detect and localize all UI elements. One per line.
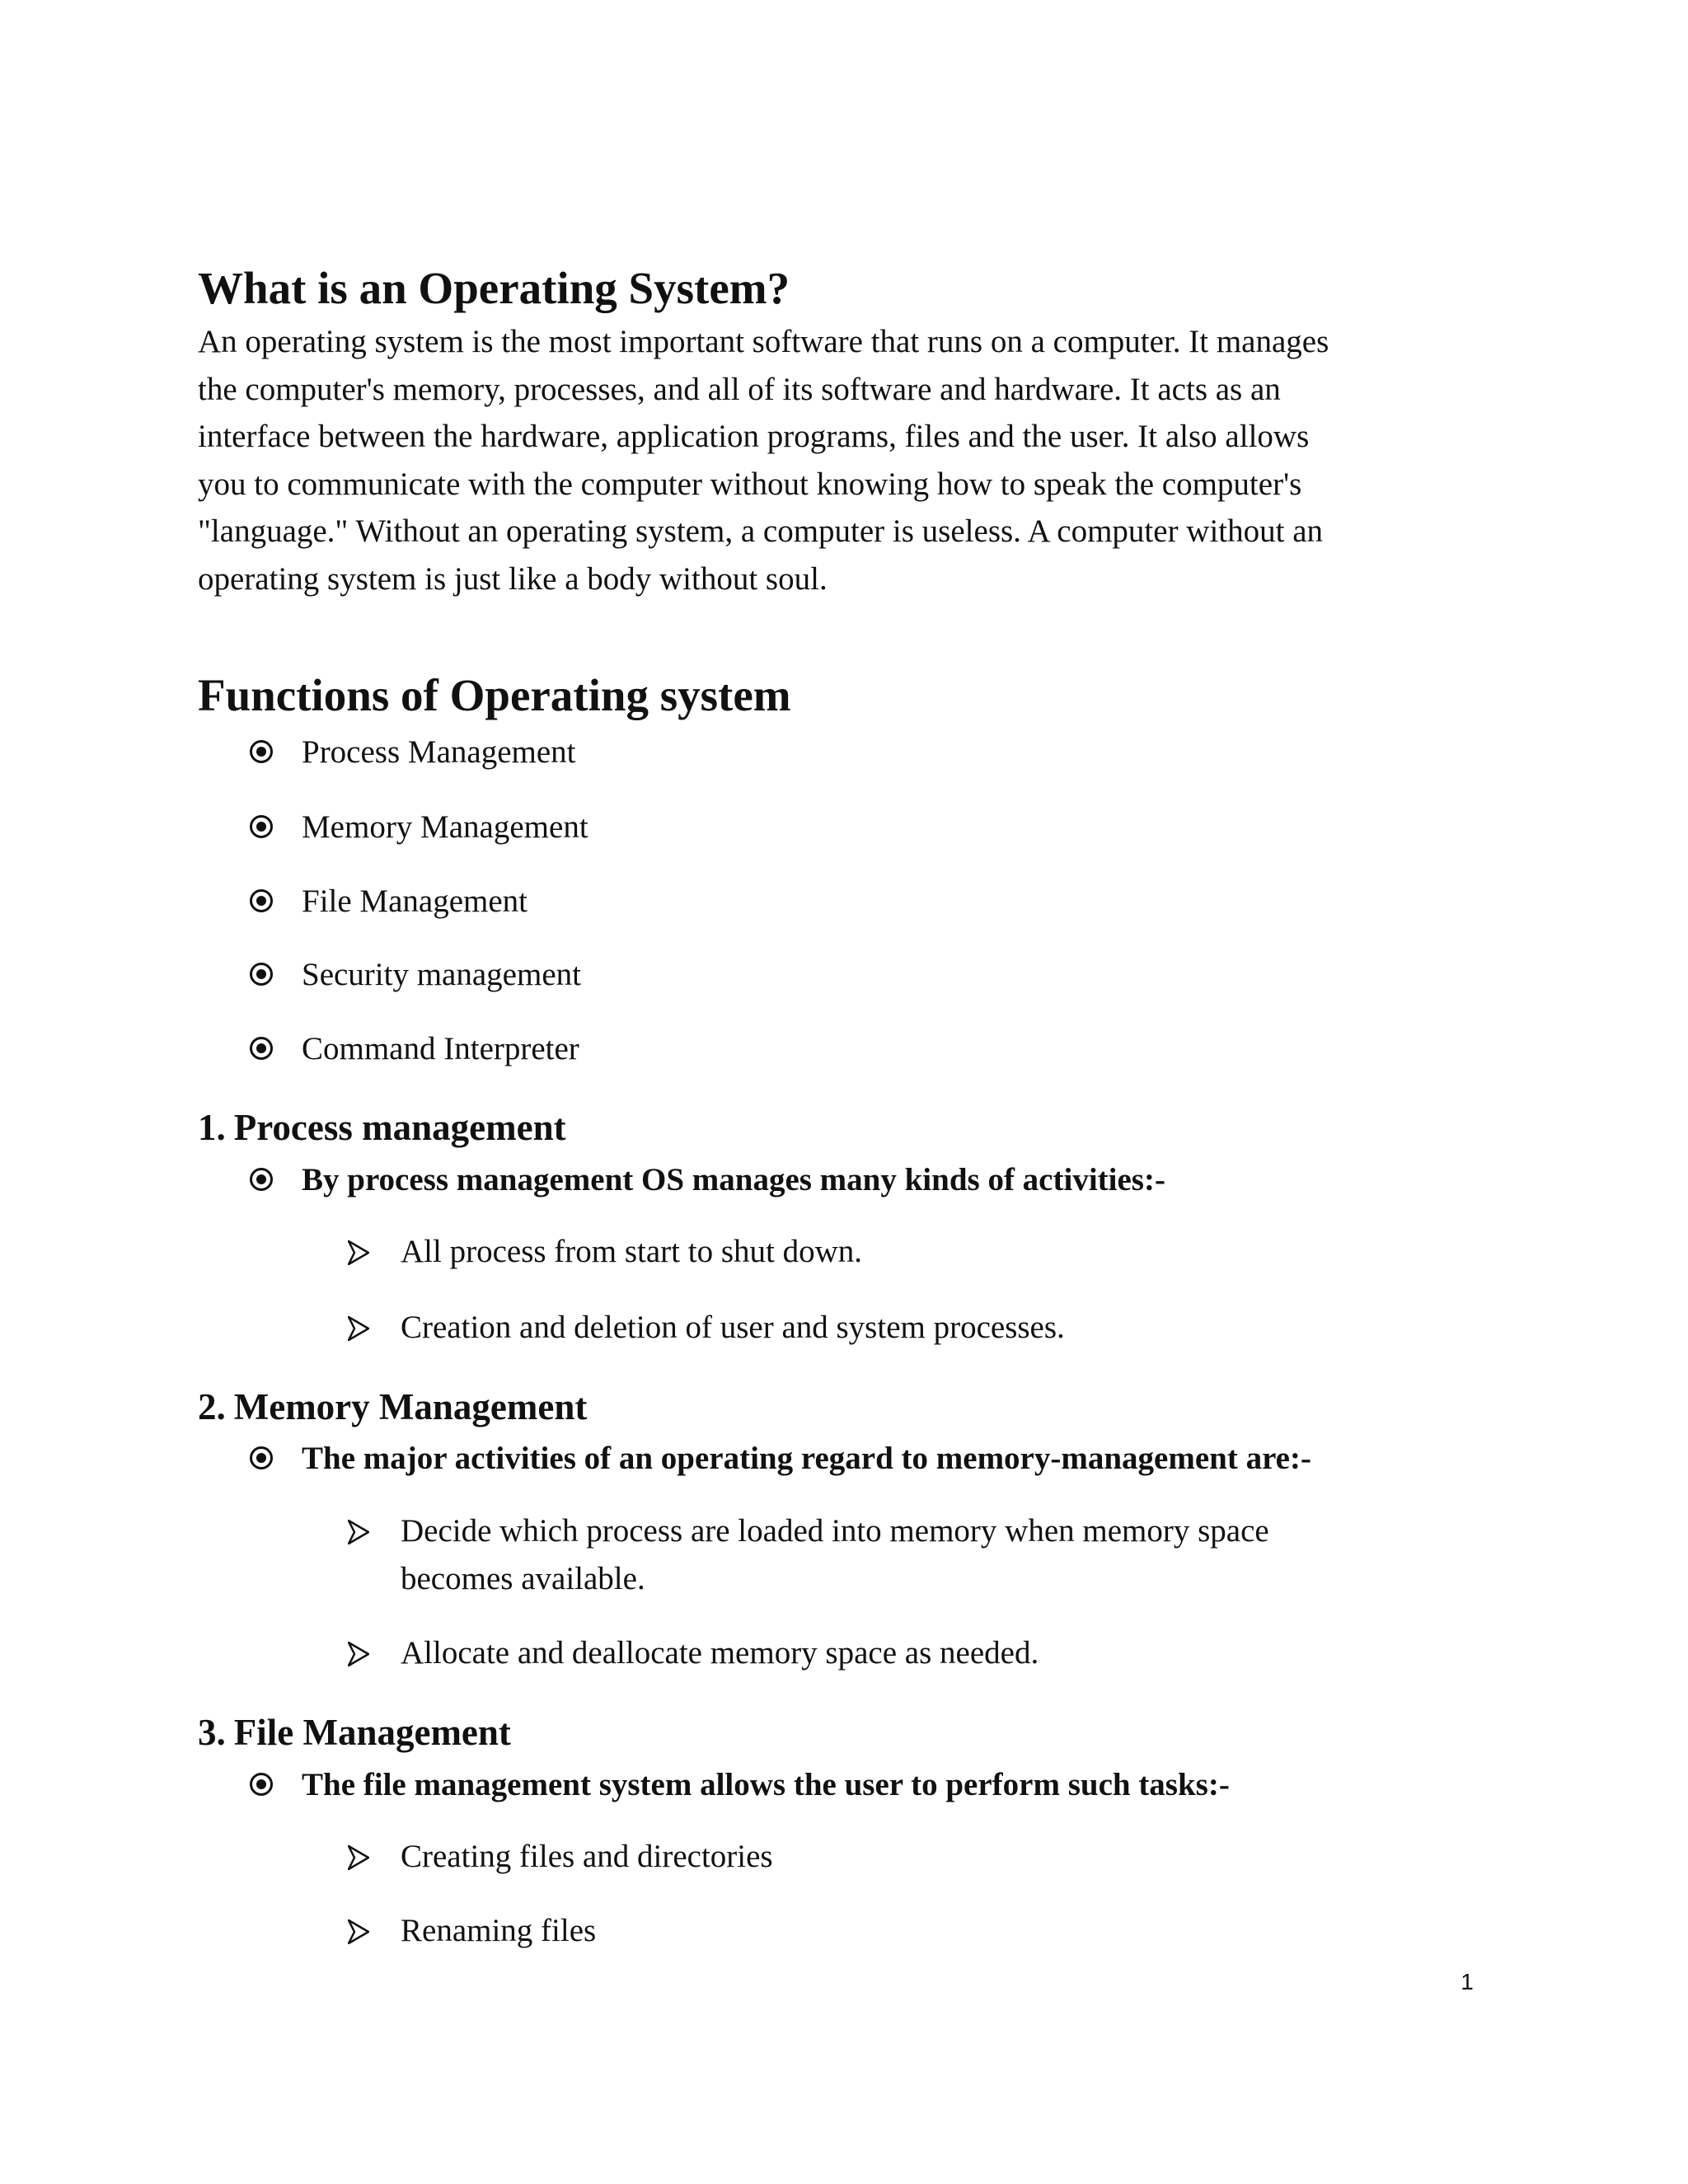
function-item-label: Command Interpreter (302, 1030, 579, 1066)
list-item (348, 1629, 1472, 1677)
list-item (249, 1028, 579, 1069)
lead-text: The file management system allows the user to perform such tasks:- (302, 1766, 1230, 1802)
list-item (249, 954, 581, 995)
arrowhead-bullet-icon (348, 1919, 369, 1944)
section-title-text: Memory Management (233, 1386, 588, 1427)
sub-item-line: Renaming files (401, 1913, 597, 1948)
list-item (348, 1507, 1472, 1603)
sub-item-text (401, 1507, 1472, 1603)
circle-bullet-icon (249, 962, 274, 987)
section-title-process-management (198, 1106, 566, 1149)
sub-item-line: Creating files and directories (401, 1839, 773, 1874)
section-number: 1. (198, 1107, 226, 1148)
list-item (249, 1437, 1311, 1479)
sub-item-line: All process from start to shut down. (401, 1234, 863, 1269)
list-item (348, 1304, 1472, 1352)
arrowhead-bullet-icon (348, 1240, 369, 1265)
paragraph-line: "language." Without an operating system, a computer is useless. A computer without an (198, 513, 1324, 549)
function-item-label: Process Management (302, 733, 576, 770)
sub-item-text (401, 1629, 1472, 1677)
section-title-text: Process management (233, 1107, 566, 1148)
section-title-text: File Management (233, 1712, 511, 1753)
sub-item-text (401, 1228, 1472, 1276)
list-item (348, 1907, 1472, 1955)
section-title-what-is-os: What is an Operating System? (198, 263, 790, 313)
circle-bullet-icon (249, 814, 274, 839)
circle-bullet-icon (249, 1167, 274, 1192)
paragraph-line: you to communicate with the computer without knowing how to speak the computer's (198, 466, 1302, 502)
circle-bullet-icon (249, 739, 274, 764)
arrowhead-bullet-icon (348, 1520, 369, 1544)
list-item (348, 1833, 1472, 1881)
lead-text: By process management OS manages many kinds of activities:- (302, 1161, 1165, 1197)
list-item (249, 880, 528, 921)
section-number: 2. (198, 1386, 226, 1427)
list-item (249, 806, 588, 847)
lead-text: The major activities of an operating regard to memory-management are:- (302, 1440, 1311, 1476)
paragraph-line: interface between the hardware, application programs, files and the user. It also allows (198, 419, 1310, 454)
section-title-file-management (198, 1711, 511, 1754)
circle-bullet-icon (249, 1772, 274, 1797)
list-item (348, 1228, 1472, 1276)
paragraph-line: the computer's memory, processes, and all of its software and hardware. It acts as an (198, 371, 1281, 407)
sub-item-text (401, 1907, 1472, 1955)
paragraph-line: operating system is just like a body without soul. (198, 560, 828, 597)
sub-item-text (401, 1304, 1472, 1352)
list-item (249, 731, 576, 772)
page-number: 1 (1461, 1969, 1474, 1994)
list-item (249, 1159, 1165, 1200)
sub-item-line: Decide which process are loaded into memory when memory space (401, 1513, 1269, 1549)
function-item-label: Memory Management (302, 808, 588, 845)
arrowhead-bullet-icon (348, 1316, 369, 1341)
section-number: 3. (198, 1712, 226, 1753)
sub-item-line: Creation and deletion of user and system processes. (401, 1310, 1065, 1345)
sub-item-line: Allocate and deallocate memory space as needed. (401, 1635, 1039, 1671)
circle-bullet-icon (249, 1446, 274, 1470)
arrowhead-bullet-icon (348, 1845, 369, 1870)
arrowhead-bullet-icon (348, 1642, 369, 1666)
circle-bullet-icon (249, 1036, 274, 1061)
section-title-memory-management (198, 1385, 587, 1428)
section-title-functions: Functions of Operating system (198, 670, 791, 720)
paragraph-line: An operating system is the most important software that runs on a computer. It manages (198, 324, 1329, 359)
circle-bullet-icon (249, 888, 274, 913)
intro-paragraph (198, 318, 1500, 602)
sub-item-text (401, 1833, 1472, 1881)
list-item (249, 1764, 1230, 1805)
function-item-label: File Management (302, 883, 528, 919)
function-item-label: Security management (302, 956, 581, 992)
sub-item-line: becomes available. (401, 1561, 645, 1596)
